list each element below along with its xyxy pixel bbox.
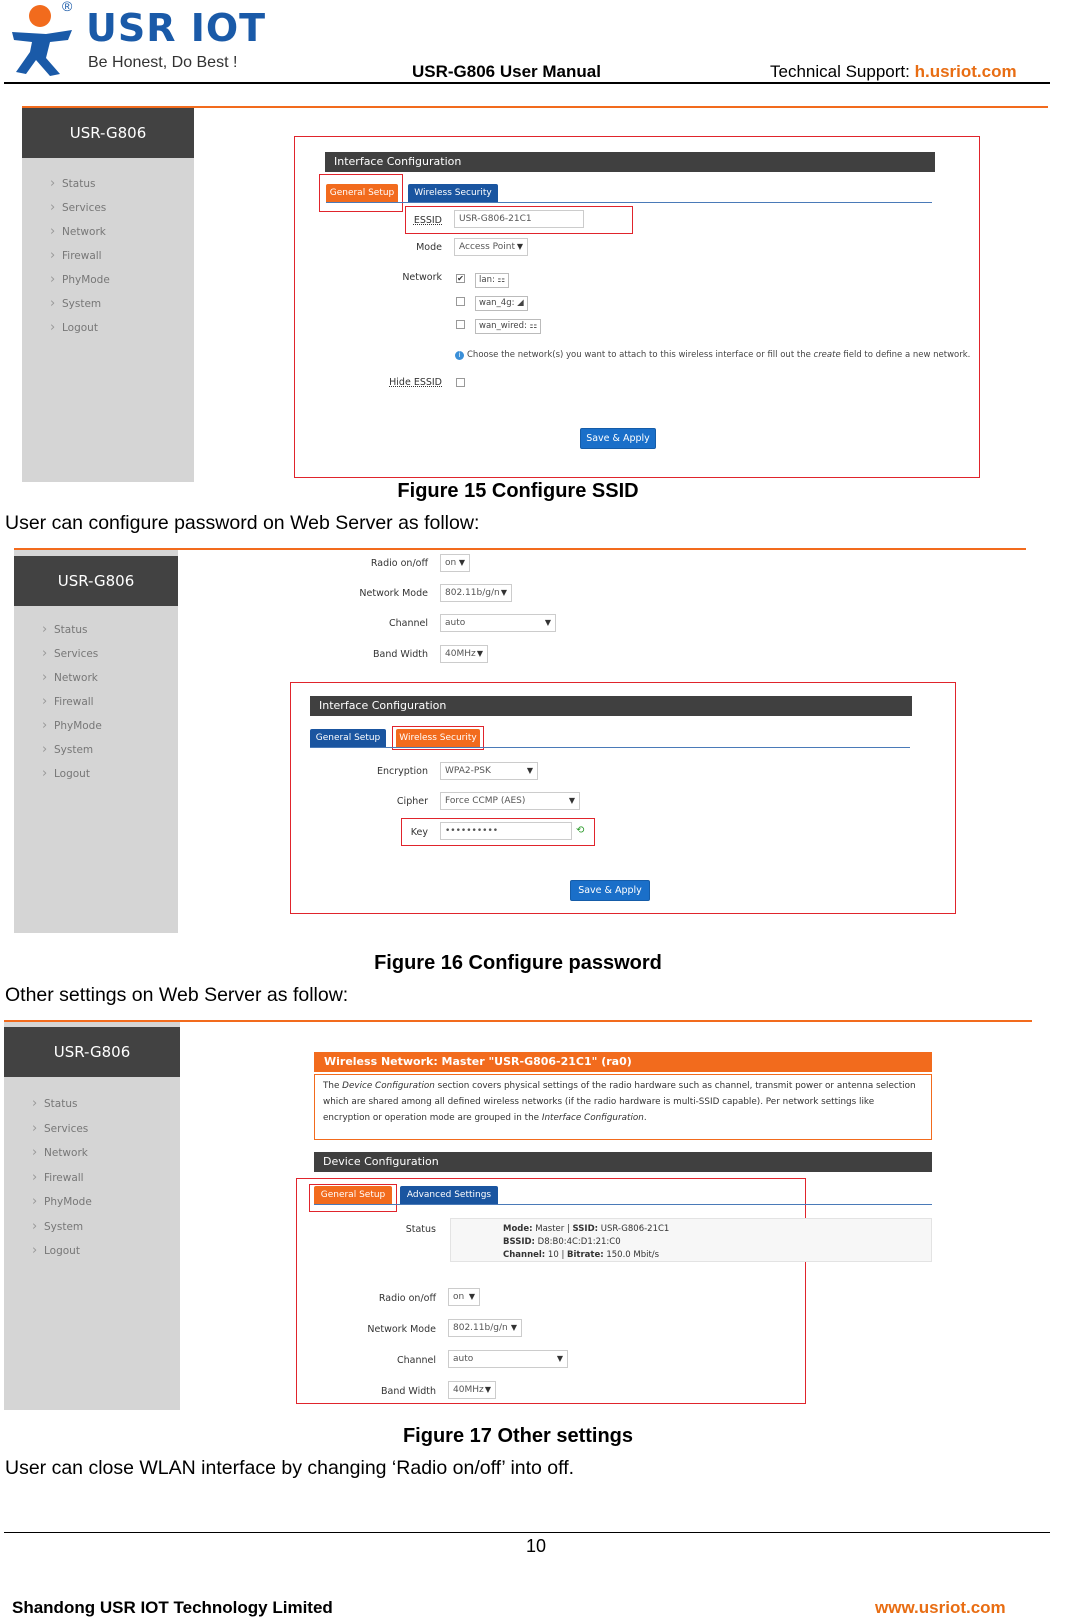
chevron-down-icon: ▼: [500, 588, 507, 597]
hint-post: field to define a new network.: [840, 350, 971, 360]
sidebar-item-firewall[interactable]: › Firewall: [22, 244, 194, 268]
network-lan-checkbox[interactable]: ✔: [457, 274, 464, 283]
paragraph-other: Other settings on Web Server as follow:: [5, 984, 349, 1006]
figure-15-caption: Figure 15 Configure SSID: [397, 480, 639, 502]
tab-advanced-settings[interactable]: Advanced Settings: [400, 1186, 498, 1204]
network-icon: ⚏: [497, 275, 506, 285]
sidebar-item-network[interactable]: › Network: [14, 666, 178, 690]
sidebar-menu: [14, 618, 178, 786]
network-lan-name: lan:: [479, 275, 495, 285]
interface-config-header: Interface Configuration: [310, 696, 912, 716]
radio-label: Radio on/off: [370, 558, 428, 569]
chevron-down-icon: ▼: [568, 796, 575, 805]
info-icon: i: [455, 351, 464, 360]
chevron-down-icon: ▼: [510, 1323, 517, 1332]
sidebar-item-logout[interactable]: › Logout: [22, 316, 194, 340]
header-rule: [4, 82, 1050, 84]
channel-select[interactable]: [448, 1350, 568, 1368]
sidebar-item-services[interactable]: › Services: [22, 196, 194, 220]
network-mode-label: Network Mode: [367, 1324, 436, 1335]
paragraph-password: User can configure password on Web Server as follow:: [5, 512, 480, 534]
network-wanwired-name: wan_wired:: [479, 321, 527, 331]
chevron-down-icon: ▼: [458, 558, 465, 567]
mode-label: Mode: [416, 242, 442, 253]
desc-em-1: Device Configuration: [342, 1081, 435, 1091]
hide-essid-checkbox[interactable]: [456, 378, 465, 387]
sidebar-item-phymode[interactable]: › PhyMode: [22, 268, 194, 292]
figure-17-caption: Figure 17 Other settings: [402, 1425, 634, 1447]
status-channel-value: 10 |: [545, 1250, 568, 1260]
sidebar-item-services[interactable]: › Services: [14, 642, 178, 666]
status-line-1: [503, 1223, 931, 1236]
radio-value: on: [445, 558, 457, 568]
desc-text-2: section covers physical settings of the radio hardware such as channel, transmit power or antenna selection which are shared among all defined wireless networks (if the radio hardware is multi-SSID capable). Per network settings like encryption or operation mode are grouped in the: [323, 1081, 916, 1123]
chevron-down-icon: ▼: [476, 649, 483, 658]
save-apply-button[interactable]: Save & Apply: [570, 880, 650, 901]
channel-value: auto: [445, 618, 466, 628]
status-label: Status: [405, 1224, 436, 1235]
tab-divider: [314, 1204, 932, 1205]
sidebar-menu: [4, 1092, 180, 1264]
status-ssid-key: SSID:: [572, 1224, 599, 1234]
chevron-down-icon: ▼: [468, 1292, 475, 1301]
signal-icon: ◢: [517, 298, 524, 308]
tab-wireless-security[interactable]: Wireless Security: [396, 729, 480, 747]
manual-title: USR-G806 User Manual: [412, 62, 601, 81]
sidebar-item-status[interactable]: › Status: [22, 172, 194, 196]
network-mode-select[interactable]: [440, 584, 512, 602]
sidebar-item-logout[interactable]: › Logout: [14, 762, 178, 786]
wireless-network-title: Wireless Network: Master "USR-G806-21C1" (ra0): [314, 1052, 932, 1072]
figure-16-caption: Figure 16 Configure password: [374, 952, 662, 974]
channel-label: Channel: [396, 1355, 436, 1366]
band-width-value: 40MHz: [453, 1385, 484, 1395]
tab-general-setup[interactable]: General Setup: [326, 184, 398, 202]
tab-general-setup[interactable]: General Setup: [310, 729, 386, 747]
hint-pre: Choose the network(s) you want to attach to this wireless interface or fill out the: [467, 350, 814, 360]
cipher-label: Cipher: [396, 796, 428, 807]
radio-value: on: [453, 1292, 465, 1302]
network-wan4g-checkbox[interactable]: [456, 297, 465, 306]
page-number: 10: [526, 1536, 547, 1556]
network-label: Network: [402, 272, 442, 283]
sidebar: [14, 550, 178, 933]
brand-slogan: Be Honest, Do Best !: [88, 54, 238, 71]
chevron-down-icon: ▼: [526, 766, 533, 775]
band-width-select[interactable]: [448, 1381, 496, 1399]
footer-company: Shandong USR IOT Technology Limited: [12, 1598, 333, 1617]
network-wan4g-name: wan_4g:: [479, 298, 515, 308]
status-bitrate-key: Bitrate:: [567, 1250, 604, 1260]
support-label: Technical Support:: [770, 62, 915, 81]
interface-config-header: Interface Configuration: [325, 152, 935, 172]
sidebar-device-title: USR-G806: [22, 108, 194, 158]
network-mode-value: 802.11b/g/n: [453, 1323, 508, 1333]
sidebar-item-system[interactable]: › System: [14, 738, 178, 762]
status-bssid-value: D8:B0:4C:D1:21:C0: [534, 1237, 621, 1247]
status-ssid-value: USR-G806-21C1: [598, 1224, 670, 1234]
status-mode-key: Mode:: [503, 1224, 533, 1234]
tab-divider: [310, 747, 910, 748]
sidebar-item-system[interactable]: › System: [22, 292, 194, 316]
brand-name: USR IOT: [86, 6, 267, 50]
band-width-label: Band Width: [380, 1386, 436, 1397]
save-apply-button[interactable]: Save & Apply: [580, 428, 656, 449]
status-box: [450, 1218, 932, 1262]
network-wanwired-checkbox[interactable]: [456, 320, 465, 329]
status-line-3: [503, 1249, 931, 1262]
sidebar-item-phymode[interactable]: › PhyMode: [4, 1190, 180, 1215]
desc-text-3: .: [643, 1113, 647, 1123]
device-config-description: [314, 1074, 932, 1140]
sidebar-item-logout[interactable]: › Logout: [4, 1239, 180, 1264]
status-channel-key: Channel:: [503, 1250, 546, 1260]
hide-essid-label: Hide ESSID: [389, 377, 442, 388]
cipher-value: Force CCMP (AES): [445, 796, 526, 806]
footer-website[interactable]: www.usriot.com: [875, 1598, 1006, 1617]
status-line-2: [503, 1236, 931, 1249]
radio-select[interactable]: [448, 1288, 480, 1306]
footer-rule: [4, 1532, 1050, 1533]
key-label: Key: [410, 827, 428, 838]
network-wanwired-chip: [475, 319, 541, 334]
figure-16-screenshot: [14, 548, 1026, 933]
network-hint: [455, 350, 970, 360]
sidebar-item-network[interactable]: › Network: [4, 1141, 180, 1166]
sidebar-item-system[interactable]: › System: [4, 1215, 180, 1240]
sidebar-item-firewall[interactable]: › Firewall: [14, 690, 178, 714]
mode-value: Access Point: [459, 242, 516, 252]
device-config-header: Device Configuration: [314, 1152, 932, 1172]
network-mode-value: 802.11b/g/n: [445, 588, 500, 598]
reveal-password-icon[interactable]: ⟲: [576, 825, 585, 836]
chevron-down-icon: ▼: [544, 618, 551, 627]
essid-input[interactable]: USR-G806-21C1: [454, 210, 584, 228]
sidebar: [4, 1022, 180, 1410]
band-width-label: Band Width: [372, 649, 428, 660]
band-width-select[interactable]: [440, 645, 488, 663]
figure-15-screenshot: [22, 106, 1048, 482]
sidebar-item-status[interactable]: › Status: [4, 1092, 180, 1117]
desc-em-2: Interface Configuration: [541, 1113, 644, 1123]
support-link[interactable]: h.usriot.com: [914, 62, 1017, 81]
encryption-label: Encryption: [376, 766, 428, 777]
sidebar-item-firewall[interactable]: › Firewall: [4, 1166, 180, 1191]
key-input[interactable]: ••••••••••: [440, 822, 572, 840]
network-wan4g-chip: [475, 296, 528, 311]
desc-text-1: The: [323, 1081, 343, 1091]
sidebar-device-title: USR-G806: [4, 1027, 180, 1077]
network-icon: ⚏: [529, 321, 538, 331]
channel-select[interactable]: [440, 614, 556, 632]
tab-general-setup[interactable]: General Setup: [314, 1186, 392, 1204]
network-mode-label: Network Mode: [359, 588, 428, 599]
essid-label: ESSID: [413, 215, 442, 226]
radio-label: Radio on/off: [378, 1293, 436, 1304]
mode-select[interactable]: [454, 238, 528, 256]
status-bitrate-value: 150.0 Mbit/s: [603, 1250, 660, 1260]
chevron-down-icon: ▼: [484, 1385, 491, 1394]
chevron-down-icon: ▼: [556, 1354, 563, 1363]
technical-support: [770, 62, 1017, 82]
network-lan-chip: [475, 273, 509, 288]
channel-value: auto: [453, 1354, 474, 1364]
sidebar: [22, 108, 194, 482]
chevron-down-icon: ▼: [516, 242, 523, 251]
paragraph-radio: User can close WLAN interface by changing ‘Radio on/off’ into off.: [5, 1457, 575, 1479]
radio-select[interactable]: [440, 554, 470, 572]
cipher-select[interactable]: [440, 792, 580, 810]
hint-em: create: [813, 350, 841, 360]
encryption-select[interactable]: [440, 762, 538, 780]
sidebar-item-network[interactable]: › Network: [22, 220, 194, 244]
status-mode-value: Master |: [532, 1224, 573, 1234]
band-width-value: 40MHz: [445, 649, 476, 659]
registered-mark: ®: [62, 0, 73, 14]
sidebar-item-status[interactable]: › Status: [14, 618, 178, 642]
figure-17-screenshot: [4, 1020, 1032, 1410]
sidebar-menu: [22, 172, 194, 340]
status-bssid-key: BSSID:: [503, 1237, 535, 1247]
network-mode-select[interactable]: [448, 1319, 522, 1337]
encryption-value: WPA2-PSK: [445, 766, 491, 776]
channel-label: Channel: [388, 618, 428, 629]
sidebar-item-services[interactable]: › Services: [4, 1117, 180, 1142]
sidebar-item-phymode[interactable]: › PhyMode: [14, 714, 178, 738]
sidebar-device-title: USR-G806: [14, 556, 178, 606]
tab-wireless-security[interactable]: Wireless Security: [408, 184, 498, 202]
tab-divider: [326, 202, 932, 203]
